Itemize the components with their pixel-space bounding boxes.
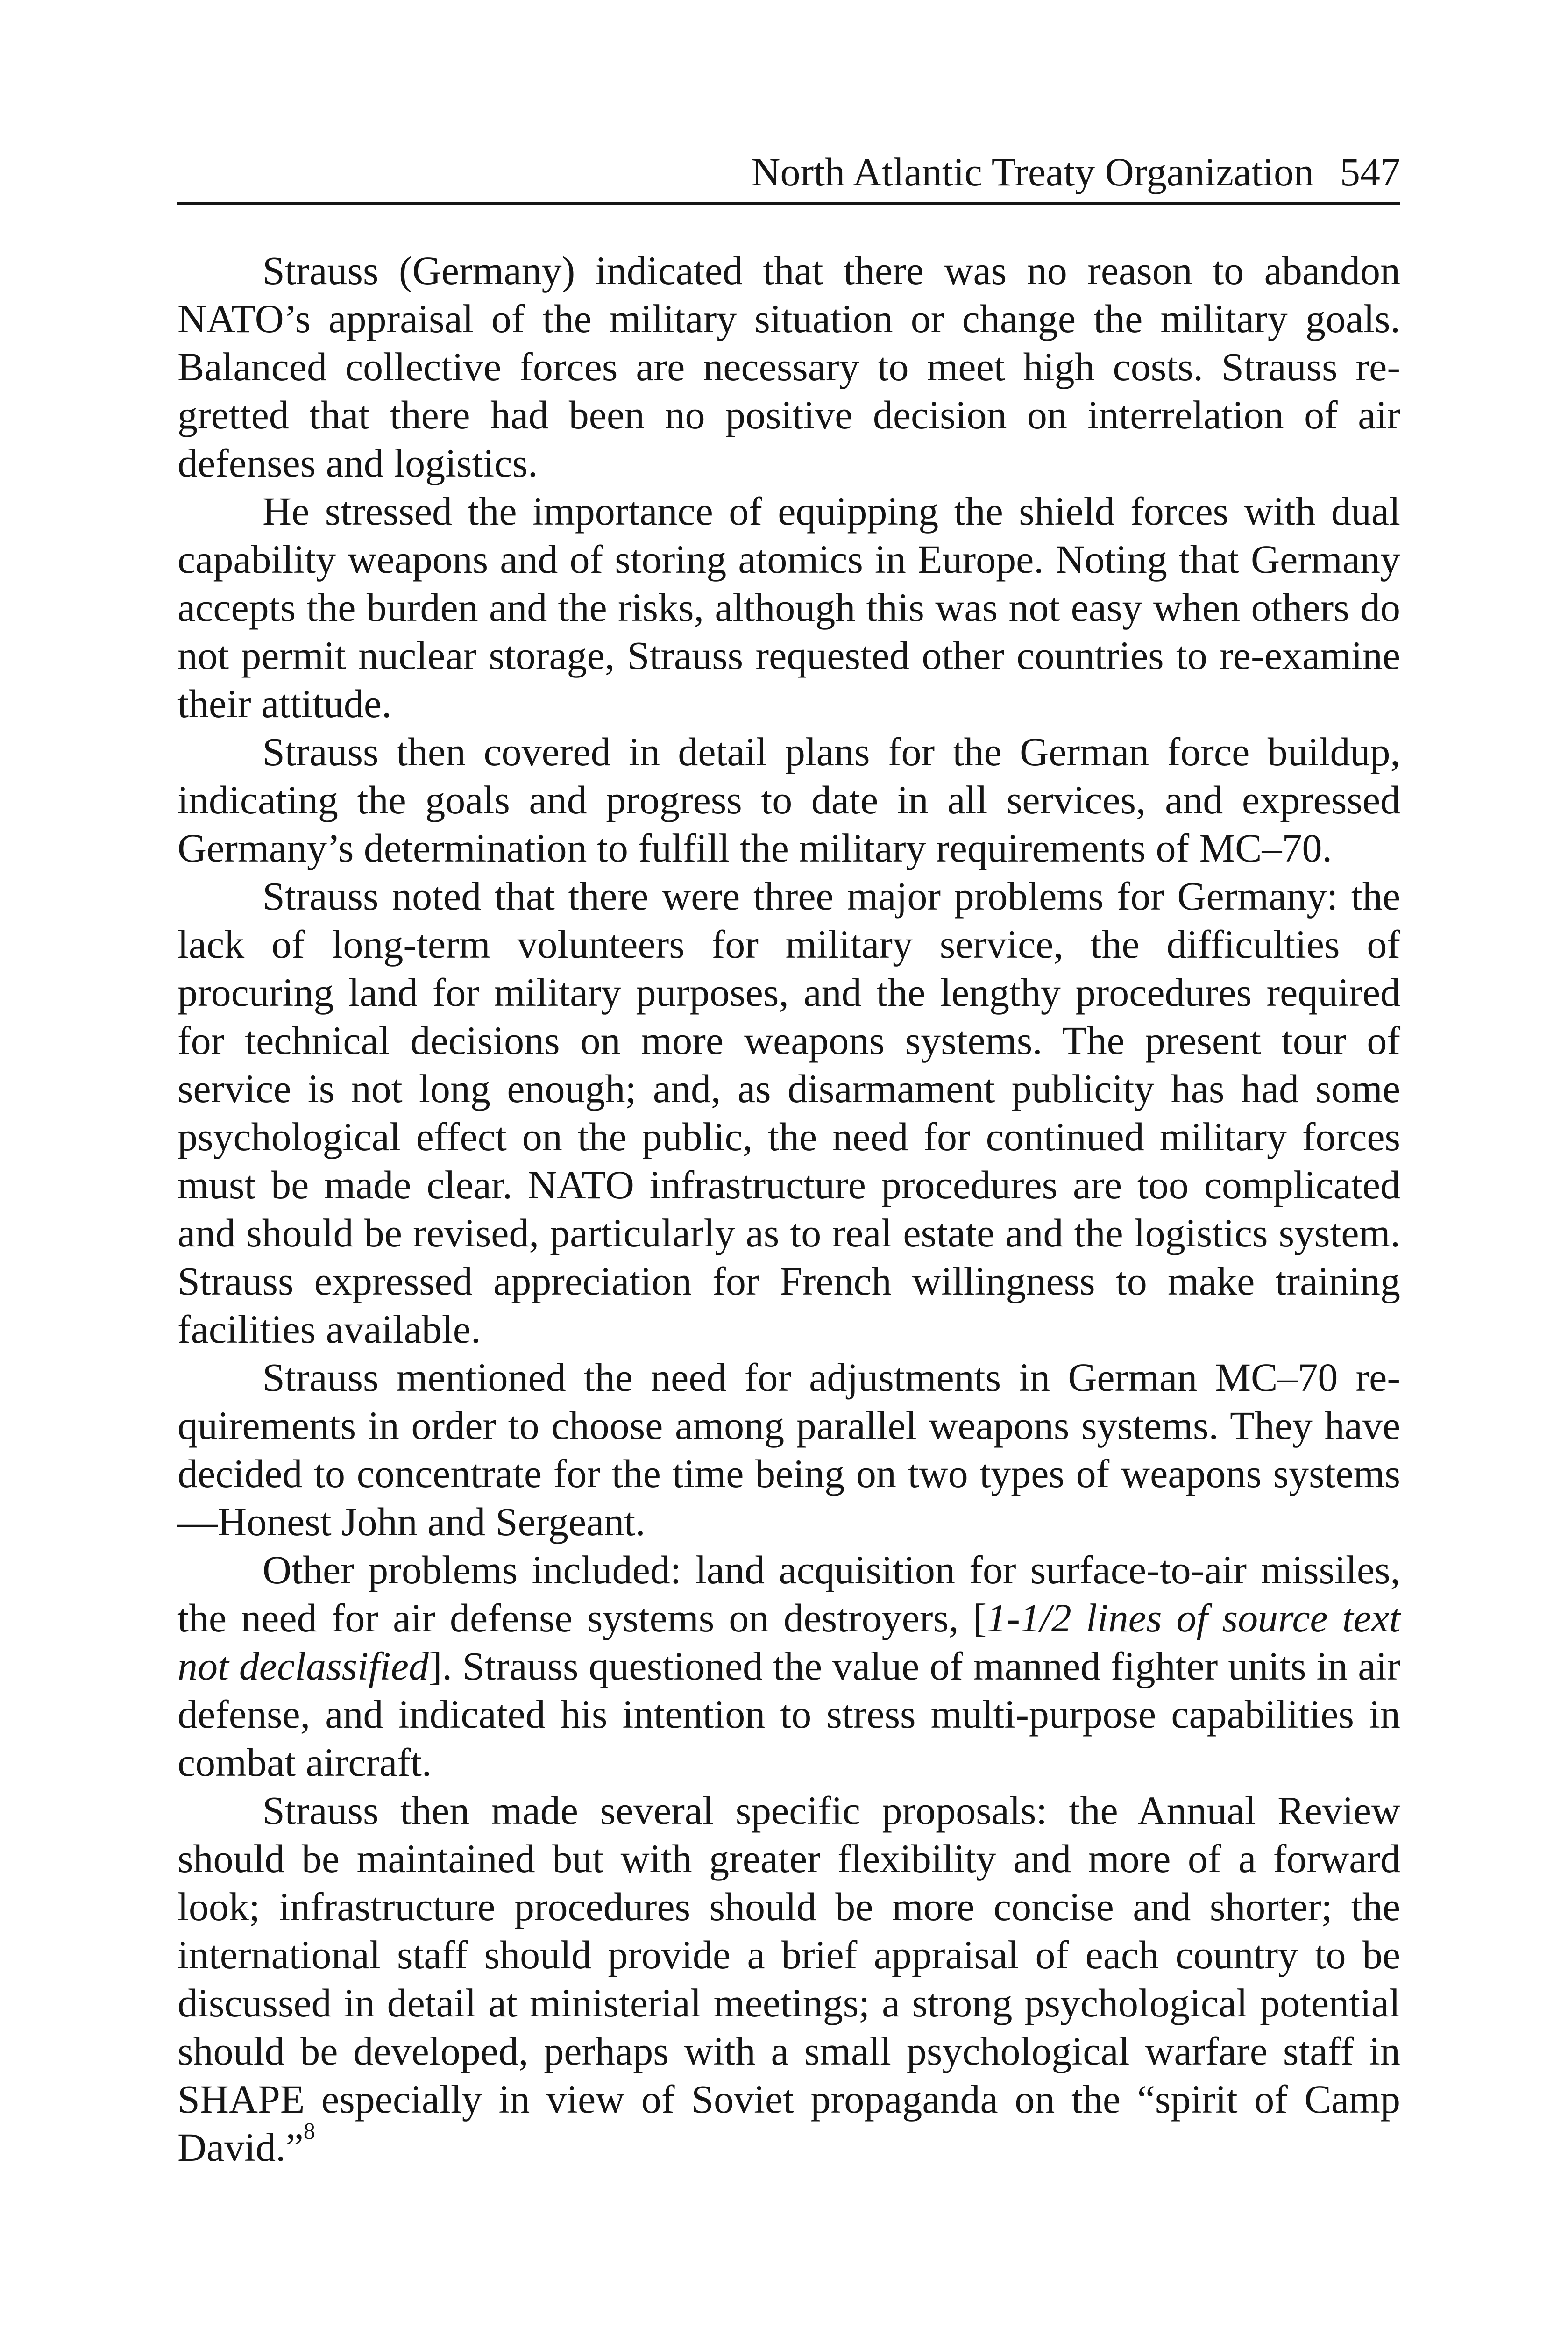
- running-head-title: North Atlantic Treaty Organization: [751, 150, 1314, 194]
- paragraph: Strauss noted that there were three major problems for Germany: the lack of long-term volunteers for military service, the difficulties of procuring land for military purposes, and the lengthy procedures required for technical decisions on more weapons systems. The present tour of service is not long enough; and, as disarmament publicity has had some psychological effect on the public, the need for continued military forces must be made clear. NATO infrastructure procedures are too complicated and should be revised, particularly as to real estate and the logistics system. Strauss expressed appreciation for French willingness to make training facilities available.: [177, 874, 1400, 1352]
- running-head: [177, 149, 1400, 195]
- header-rule: [177, 202, 1400, 205]
- body-text: [177, 247, 1400, 2172]
- page-number: 547: [1340, 150, 1400, 194]
- paragraph: [177, 1787, 1400, 2172]
- footnote-reference[interactable]: 8: [303, 2117, 315, 2144]
- paragraph: Strauss mentioned the need for adjustments in German MC–70 requirements in order to choose among parallel weapons systems. They have decided to concentrate for the time being on two types of weapons systems—Honest John and Sergeant.: [177, 1355, 1400, 1544]
- paragraph-text: Other problems included: land acquisition for surface-to-air missiles, the need for air defense systems on destroyers, [: [177, 1547, 1400, 1640]
- paragraph-text: ]. Strauss questioned the value of manned fighter units in air defense, and indicated his intention to stress multi-purpose capabilities in combat aircraft.: [177, 1644, 1400, 1785]
- paragraph: Strauss then covered in detail plans for the German force buildup, indicating the goals and progress to date in all services, and expressed Germany’s determination to fulfill the military requirements of MC–70.: [177, 729, 1400, 870]
- paragraph: Strauss (Germany) indicated that there was no reason to abandon NATO’s appraisal of the military situation or change the military goals. Balanced collective forces are necessary to meet high costs. Strauss regretted that there had been no positive decision on interrelation of air defenses and logistics.: [177, 248, 1400, 485]
- editorial-note: 1-1/2 lines of source text not declassified: [177, 1595, 1400, 1688]
- paragraph: He stressed the importance of equipping the shield forces with dual capability weapons and of storing atomics in Europe. Noting that Germany accepts the burden and the risks, although this was not easy when others do not permit nuclear storage, Strauss requested other countries to re-examine their attitude.: [177, 489, 1400, 726]
- paragraph-text: Strauss then made several specific proposals: the Annual Review should be maintained but with greater flexibility and more of a forward look; infrastructure procedures should be more concise and shorter; the international staff should provide a brief appraisal of each country to be discussed in detail at ministerial meetings; a strong psychological potential should be developed, perhaps with a small psychological warfare staff in SHAPE especially in view of Soviet propaganda on the “spirit of Camp David.”: [177, 1788, 1400, 2170]
- paragraph: [177, 1546, 1400, 1787]
